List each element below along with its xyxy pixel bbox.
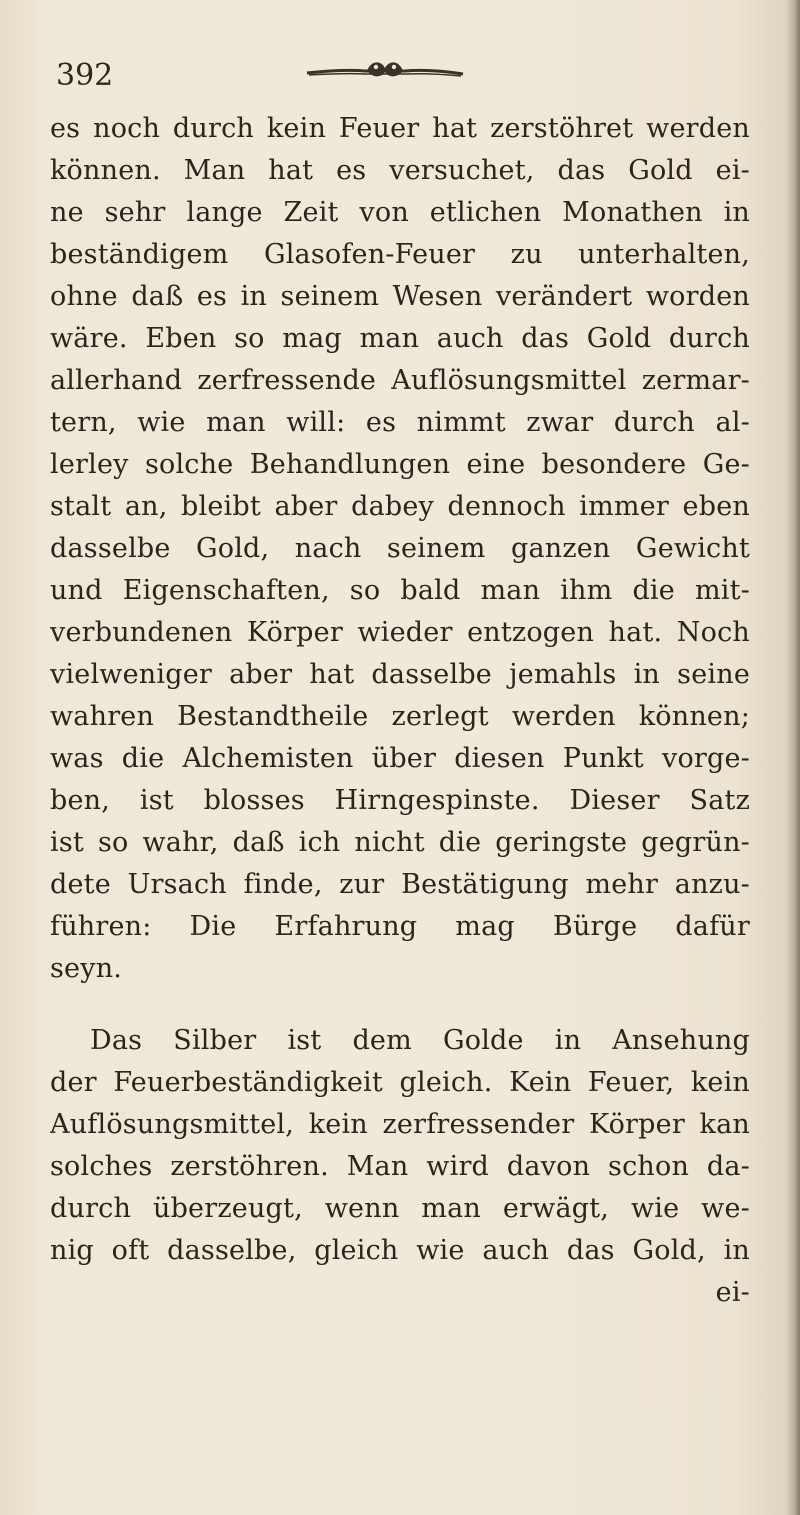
text-line: der Feuerbeständigkeit gleich. Kein Feuer, kein — [50, 1067, 750, 1098]
text-line: dete Ursach finde, zur Bestätigung mehr anzu- — [50, 869, 750, 900]
text-line: stalt an, bleibt aber dabey dennoch immer eben — [50, 491, 750, 522]
text-line: was die Alchemisten über diesen Punkt vorge- — [50, 743, 750, 774]
text-line: führen: Die Erfahrung mag Bürge dafür — [50, 911, 750, 942]
text-line: seyn. — [50, 953, 123, 984]
paragraph-1 — [50, 108, 750, 990]
text-body — [50, 108, 750, 1314]
text-line: ben, ist blosses Hirngespinste. Dieser Satz — [50, 785, 750, 816]
text-line: Das Silber ist dem Golde in Ansehung — [90, 1025, 750, 1056]
text-line: tern, wie man will: es nimmt zwar durch al- — [50, 407, 750, 438]
text-line: ist so wahr, daß ich nicht die geringste gegrün- — [50, 827, 750, 858]
text-line: nig oft dasselbe, gleich wie auch das Gold, in — [50, 1235, 750, 1266]
page-number: 392 — [56, 58, 114, 93]
text-line: durch überzeugt, wenn man erwägt, wie we- — [50, 1193, 750, 1224]
text-line: es noch durch kein Feuer hat zerstöhret werden — [50, 113, 750, 144]
text-line: verbundenen Körper wieder entzogen hat. Noch — [50, 617, 750, 648]
text-line: Auflösungsmittel, kein zerfressender Körper kan — [50, 1109, 750, 1140]
catchword: ei- — [715, 1277, 750, 1308]
paragraph-gap — [50, 990, 750, 1020]
text-line: dasselbe Gold, nach seinem ganzen Gewicht — [50, 533, 750, 564]
text-line: solches zerstöhren. Man wird davon schon da- — [50, 1151, 750, 1182]
ornament-rule-icon — [305, 58, 465, 84]
text-line: lerley solche Behandlungen eine besondere Ge- — [50, 449, 750, 480]
text-line: und Eigenschaften, so bald man ihm die mit- — [50, 575, 750, 606]
text-line: ne sehr lange Zeit von etlichen Monathen in — [50, 197, 750, 228]
text-line: ohne daß es in seinem Wesen verändert worden — [50, 281, 750, 312]
page-edge-shadow — [786, 0, 800, 1515]
text-line: beständigem Glasofen-Feuer zu unterhalten, — [50, 239, 750, 270]
text-line: vielweniger aber hat dasselbe jemahls in seine — [50, 659, 750, 690]
text-line: können. Man hat es versuchet, das Gold ei- — [50, 155, 750, 186]
text-line: wahren Bestandtheile zerlegt werden können; — [50, 701, 750, 732]
text-line: allerhand zerfressende Auflösungsmittel zermar- — [50, 365, 750, 396]
text-line: wäre. Eben so mag man auch das Gold durch — [50, 323, 750, 354]
paragraph-2 — [50, 1020, 750, 1314]
